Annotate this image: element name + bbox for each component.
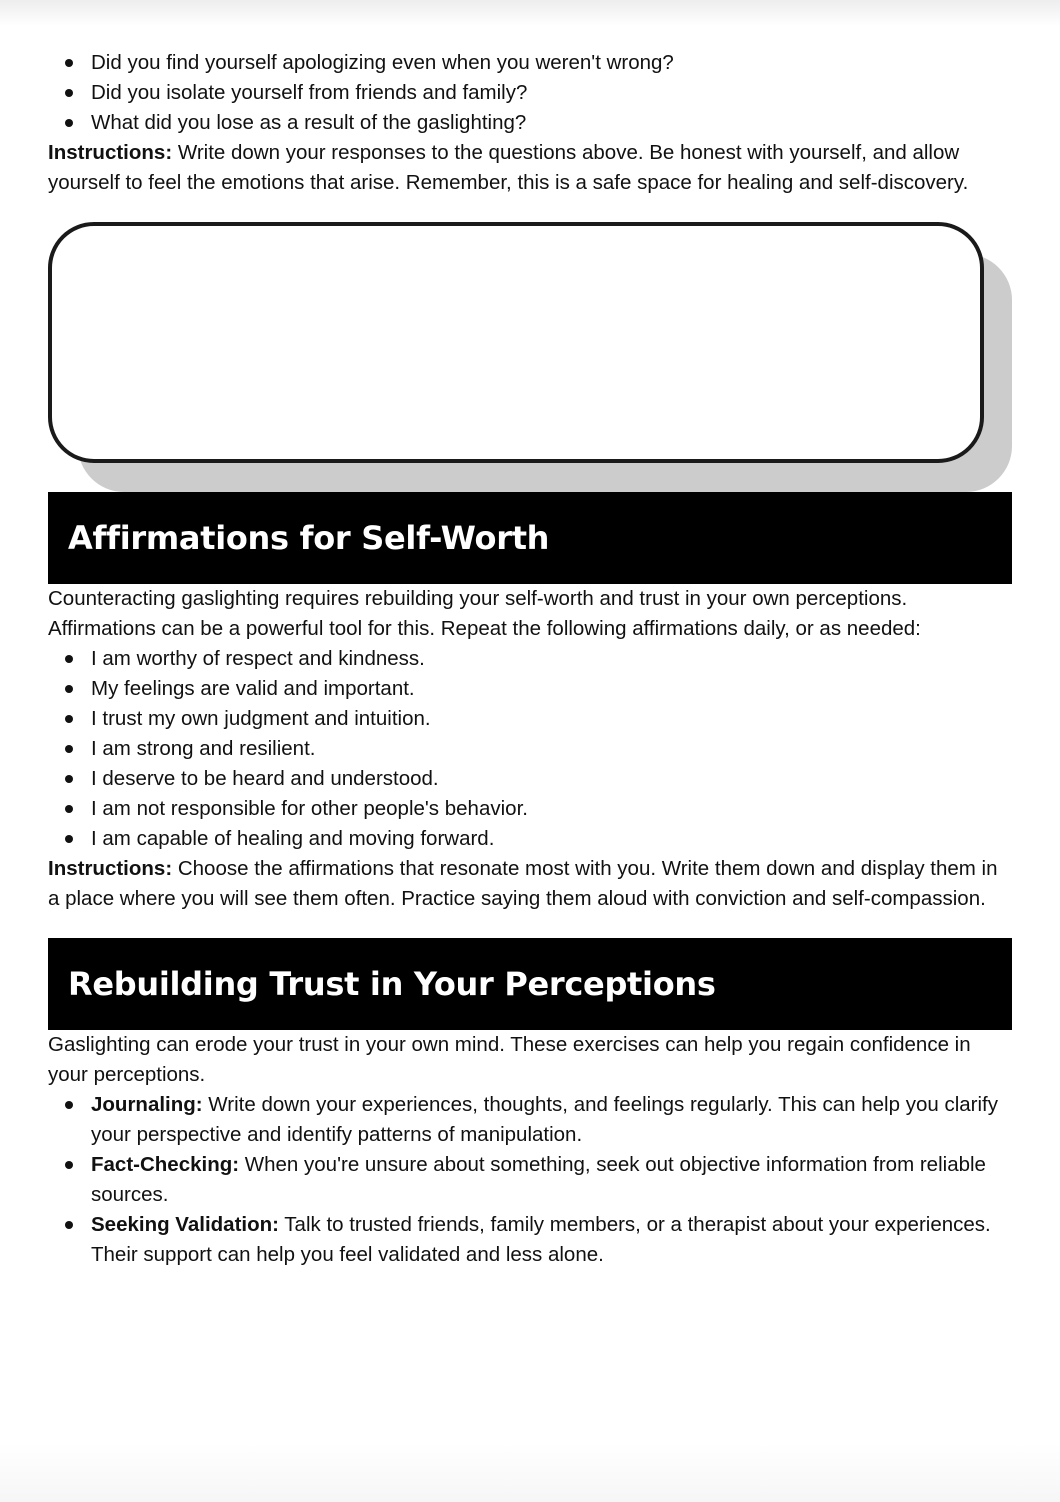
journal-response-box[interactable] — [48, 222, 984, 463]
list-item: I am worthy of respect and kindness. — [48, 644, 1012, 674]
section-title: Affirmations for Self-Worth — [68, 519, 550, 557]
list-item: Did you find yourself apologizing even when you weren't wrong? — [48, 48, 1012, 78]
affirmations-list — [48, 644, 1012, 854]
list-item: What did you lose as a result of the gaslighting? — [48, 108, 1012, 138]
instructions-text: Choose the affirmations that resonate most with you. Write them down and display them in a place where you will see them often. Practice saying them aloud with conviction and self-compassion. — [48, 857, 998, 910]
page-top-shadow — [0, 0, 1060, 26]
list-item: I am strong and resilient. — [48, 734, 1012, 764]
exercise-label: Fact-Checking: — [91, 1153, 240, 1176]
affirmations-section-header — [48, 492, 1012, 584]
exercise-text: Talk to trusted friends, family members, or a therapist about your experiences. Their support can help you feel validated and less alone. — [91, 1213, 991, 1266]
list-item: My feelings are valid and important. — [48, 674, 1012, 704]
list-item: Did you isolate yourself from friends and family? — [48, 78, 1012, 108]
trust-section-header — [48, 938, 1012, 1030]
list-item: I am capable of healing and moving forward. — [48, 824, 1012, 854]
page-bottom-shadow — [0, 1442, 1060, 1502]
reflection-questions-list — [48, 48, 1012, 138]
document-content — [48, 48, 1012, 1270]
list-item — [48, 1150, 1012, 1210]
exercise-text: When you're unsure about something, seek out objective information from reliable sources. — [91, 1153, 986, 1206]
exercise-label: Seeking Validation: — [91, 1213, 279, 1236]
instructions-text: Write down your responses to the questions above. Be honest with yourself, and allow yourself to feel the emotions that arise. Remember, this is a safe space for healing and self-discovery. — [48, 141, 969, 194]
journal-response-area — [48, 222, 1012, 492]
exercise-label: Journaling: — [91, 1093, 203, 1116]
list-item — [48, 1210, 1012, 1270]
affirmations-intro: Counteracting gaslighting requires rebuilding your self-worth and trust in your own perceptions. Affirmations can be a powerful tool for this. Repeat the following affirmations daily, or as needed: — [48, 587, 921, 640]
instructions-label: Instructions: — [48, 141, 173, 164]
list-item: I deserve to be heard and understood. — [48, 764, 1012, 794]
trust-exercises-list — [48, 1090, 1012, 1270]
instructions-label: Instructions: — [48, 857, 173, 880]
affirmations-instructions — [48, 854, 1012, 914]
section-title: Rebuilding Trust in Your Perceptions — [68, 965, 716, 1003]
trust-intro: Gaslighting can erode your trust in your own mind. These exercises can help you regain confidence in your perceptions. — [48, 1033, 971, 1086]
list-item — [48, 1090, 1012, 1150]
reflection-instructions — [48, 138, 1012, 198]
list-item: I trust my own judgment and intuition. — [48, 704, 1012, 734]
exercise-text: Write down your experiences, thoughts, and feelings regularly. This can help you clarify your perspective and identify patterns of manipulation. — [91, 1093, 998, 1146]
list-item: I am not responsible for other people's behavior. — [48, 794, 1012, 824]
